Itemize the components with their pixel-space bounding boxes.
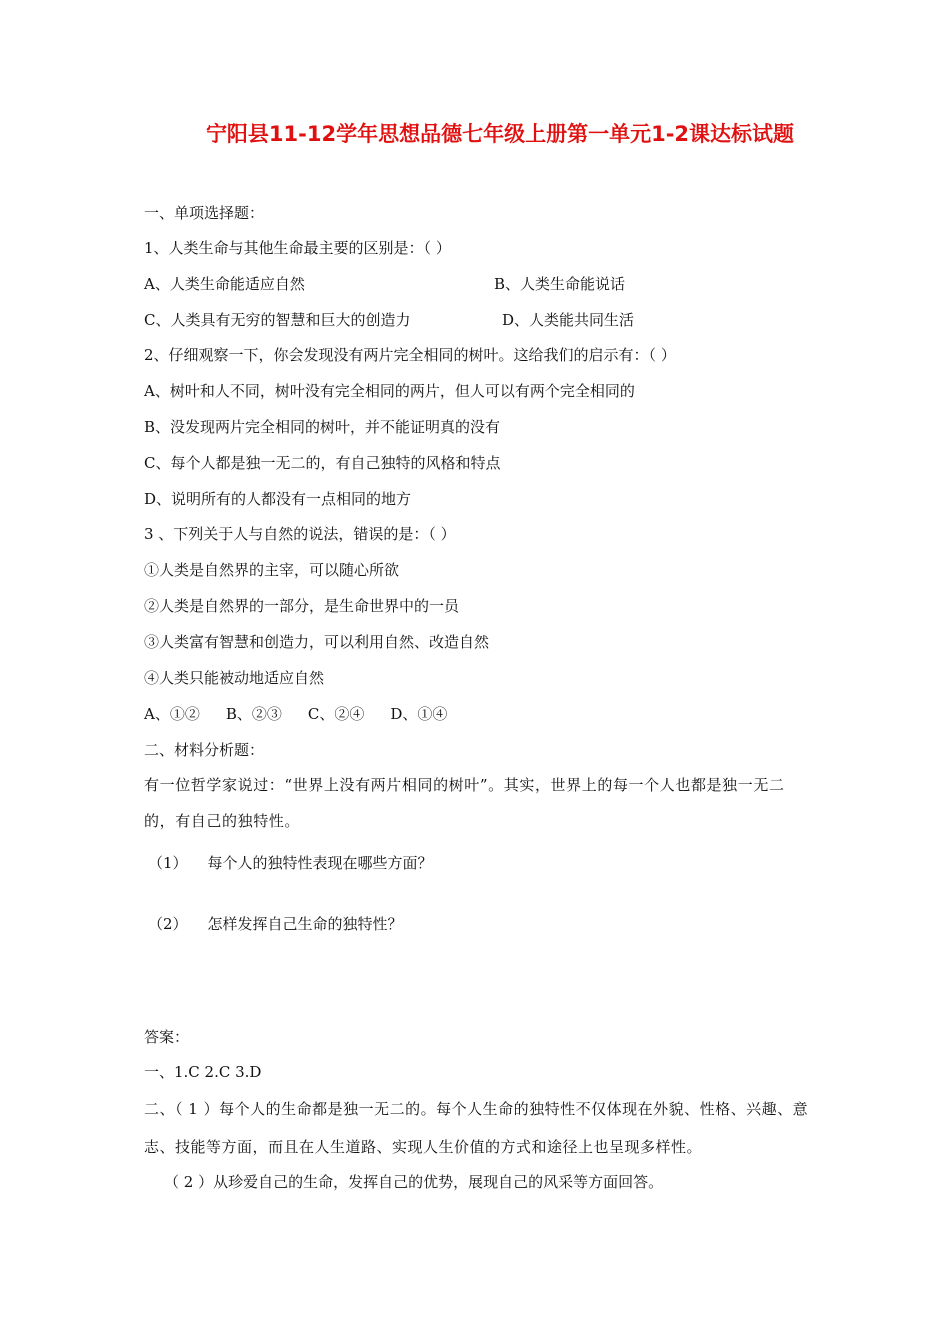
q2-stem: 2、仔细观察一下，你会发现没有两片完全相同的树叶。这给我们的启示有：（ ） [144,346,676,364]
q3-statement-2: ②人类是自然界的一部分，是生命世界中的一员 [144,597,460,615]
q3-statement-4: ④人类只能被动地适应自然 [144,669,325,687]
answers-heading: 答案： [144,1028,190,1046]
q2-option-a: A、树叶和人不同，树叶没有完全相同的两片，但人可以有两个完全相同的 [144,382,635,400]
q1-option-c: C、人类具有无穷的智慧和巨大的创造力 [144,311,411,329]
q3-options [144,704,447,724]
q1-option-a: A、人类生命能适应自然 [144,275,305,293]
answer-section-2-part-1: 二、（ 1 ）每个人的生命都是独一无二的。每个人生命的独特性不仅体现在外貌、性格、兴趣、意志、技能等方面，而且在人生道路、实现人生价值的方式和途径上也呈现多样性。 [144,1100,809,1156]
section2-heading: 二、材料分析题： [144,741,265,759]
q3-option-b: B、②③ [225,705,282,723]
q3-statement-1: ①人类是自然界的主宰，可以随心所欲 [144,561,400,579]
answer-section-2-part-2: （ 2 ）从珍爱自己的生命，发挥自己的优势，展现自己的风采等方面回答。 [164,1173,664,1191]
q1-option-b: B、人类生命能说话 [494,275,626,293]
material-paragraph: 有一位哲学家说过：“世界上没有两片相同的树叶”。其实，世界上的每一个人也都是独一无二的，有自己的独特性。 [144,776,785,830]
q3-option-a: A、①② [144,705,200,723]
sub-question-1-text: 每个人的独特性表现在哪些方面？ [207,854,433,872]
sub-question-1-number: （1） [148,854,188,872]
q1-options-row1 [144,274,814,294]
answer-section-1: 一、1.C 2.C 3.D [144,1063,262,1081]
q2-option-b: B、没发现两片完全相同的树叶，并不能证明真的没有 [144,418,501,436]
q2-option-d: D、说明所有的人都没有一点相同的地方 [144,490,412,508]
q1-stem: 1、人类生命与其他生命最主要的区别是：（ ） [144,239,451,257]
q1-options-row2 [144,310,814,330]
sub-question-2-text: 怎样发挥自己生命的独特性？ [207,915,403,933]
q2-option-c: C、每个人都是独一无二的，有自己独特的风格和特点 [144,454,501,472]
sub-question-2-number: （2） [148,915,188,933]
q1-option-d: D、人类能共同生活 [502,311,635,329]
sub-question-1 [148,853,433,873]
q3-option-d: D、①④ [390,705,448,723]
q3-stem: 3 、下列关于人与自然的说法，错误的是：（ ） [144,525,456,543]
q3-statement-3: ③人类富有智慧和创造力，可以利用自然、改造自然 [144,633,490,651]
sub-question-2 [148,914,403,934]
q3-option-c: C、②④ [307,705,365,723]
document-title: 宁阳县11-12学年思想品德七年级上册第一单元1-2课达标试题 [205,122,795,146]
section1-heading: 一、单项选择题： [144,204,265,222]
